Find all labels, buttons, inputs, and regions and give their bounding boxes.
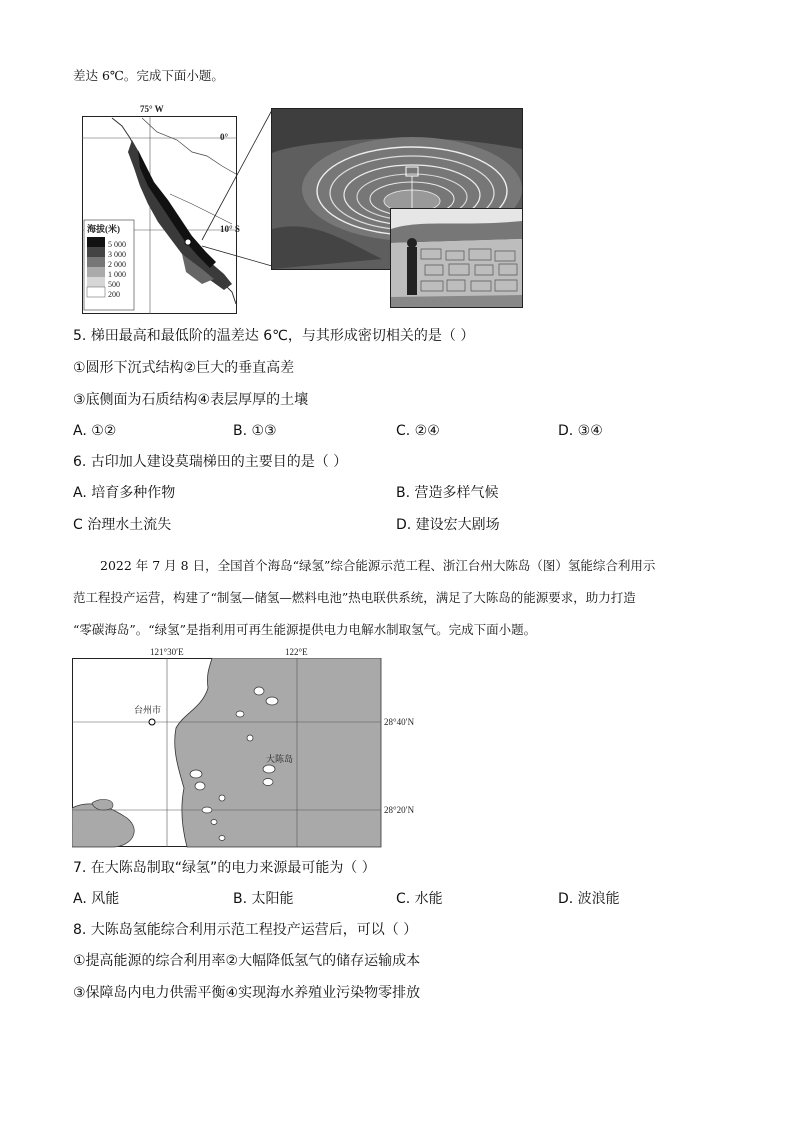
legend-item: 1 000 (108, 270, 126, 279)
lat-28-20n-label: 28°20′N (384, 805, 415, 815)
dachen-island-map (72, 645, 418, 850)
city-taizhou-label: 台州市 (134, 706, 162, 716)
island-dachen-label: 大陈岛 (266, 755, 294, 765)
q5-option-b: B. ①③ (233, 423, 277, 439)
q7-option-a: A. 风能 (73, 891, 120, 907)
zoom-connector-lines (200, 106, 280, 276)
q6-option-c: C 治理水土流失 (73, 517, 172, 533)
q5-stem: 5. 梯田最高和最低阶的温差达 6℃，与其形成密切相关的是（ ） (73, 328, 475, 344)
legend-item: 2 000 (108, 260, 126, 269)
passage2-line3: “零碳海岛”。“绿氢”是指利用可再生能源提供电力电解水制取氢气。完成下面小题。 (73, 622, 537, 637)
q6-option-a: A. 培育多种作物 (73, 485, 176, 501)
q5-option-c: C. ②④ (396, 423, 440, 439)
q8-statement-line2: ③保障岛内电力供需平衡④实现海水养殖业污染物零排放 (73, 985, 421, 1001)
lon-121-30e-label: 121°30′E (150, 647, 184, 657)
dachen-map-svg (72, 658, 382, 848)
q5-statement-line1: ①圆形下沉式结构②巨大的垂直高差 (73, 360, 295, 376)
legend-items (108, 240, 126, 300)
q5-statement-line2: ③底侧面为石质结构④表层厚厚的土壤 (73, 392, 309, 408)
legend-item: 200 (108, 290, 120, 299)
q8-statement-line1: ①提高能源的综合利用率②大幅降低氢气的储存运输成本 (73, 953, 421, 969)
q7-option-d: D. 波浪能 (558, 891, 620, 907)
intro-text: 差达 6℃。完成下面小题。 (73, 68, 224, 83)
q6-stem: 6. 古印加人建设莫瑞梯田的主要目的是（ ） (73, 454, 348, 470)
q7-option-b: B. 太阳能 (233, 891, 294, 907)
q7-stem: 7. 在大陈岛制取“绿氢”的电力来源最可能为（ ） (73, 860, 376, 876)
q8-stem: 8. 大陈岛氢能综合利用示范工程投产运营后，可以（ ） (73, 922, 418, 938)
lon-75w-label: 75° W (140, 104, 164, 114)
legend-title: 海拔(米) (87, 224, 120, 234)
lat-0-label: 0° (220, 132, 229, 142)
legend-item: 5 000 (108, 240, 126, 249)
q5-option-a: A. ①② (73, 423, 117, 439)
inset-photo-svg (391, 209, 522, 307)
lat-10s-label: 10° S (220, 224, 240, 234)
q6-option-d: D. 建设宏大剧场 (396, 517, 500, 533)
passage2-line2: 范工程投产运营，构建了“制氢—储氢—燃料电池”热电联供系统，满足了大陈岛的能源要求，助力打造 (73, 590, 636, 605)
q6-option-b: B. 营造多样气候 (396, 485, 499, 501)
passage2-line1: 2022 年 7 月 8 日，全国首个海岛“绿氢”综合能源示范工程、浙江台州大陈岛（图）氢能综合利用示 (100, 558, 656, 573)
q5-option-d: D. ③④ (558, 423, 603, 439)
q7-option-c: C. 水能 (396, 891, 443, 907)
legend-item: 3 000 (108, 250, 126, 259)
lat-28-40n-label: 28°40′N (384, 717, 415, 727)
legend-item: 500 (108, 280, 120, 289)
lon-122e-label: 122°E (285, 647, 308, 657)
terrace-wall-inset-photo (390, 208, 523, 308)
